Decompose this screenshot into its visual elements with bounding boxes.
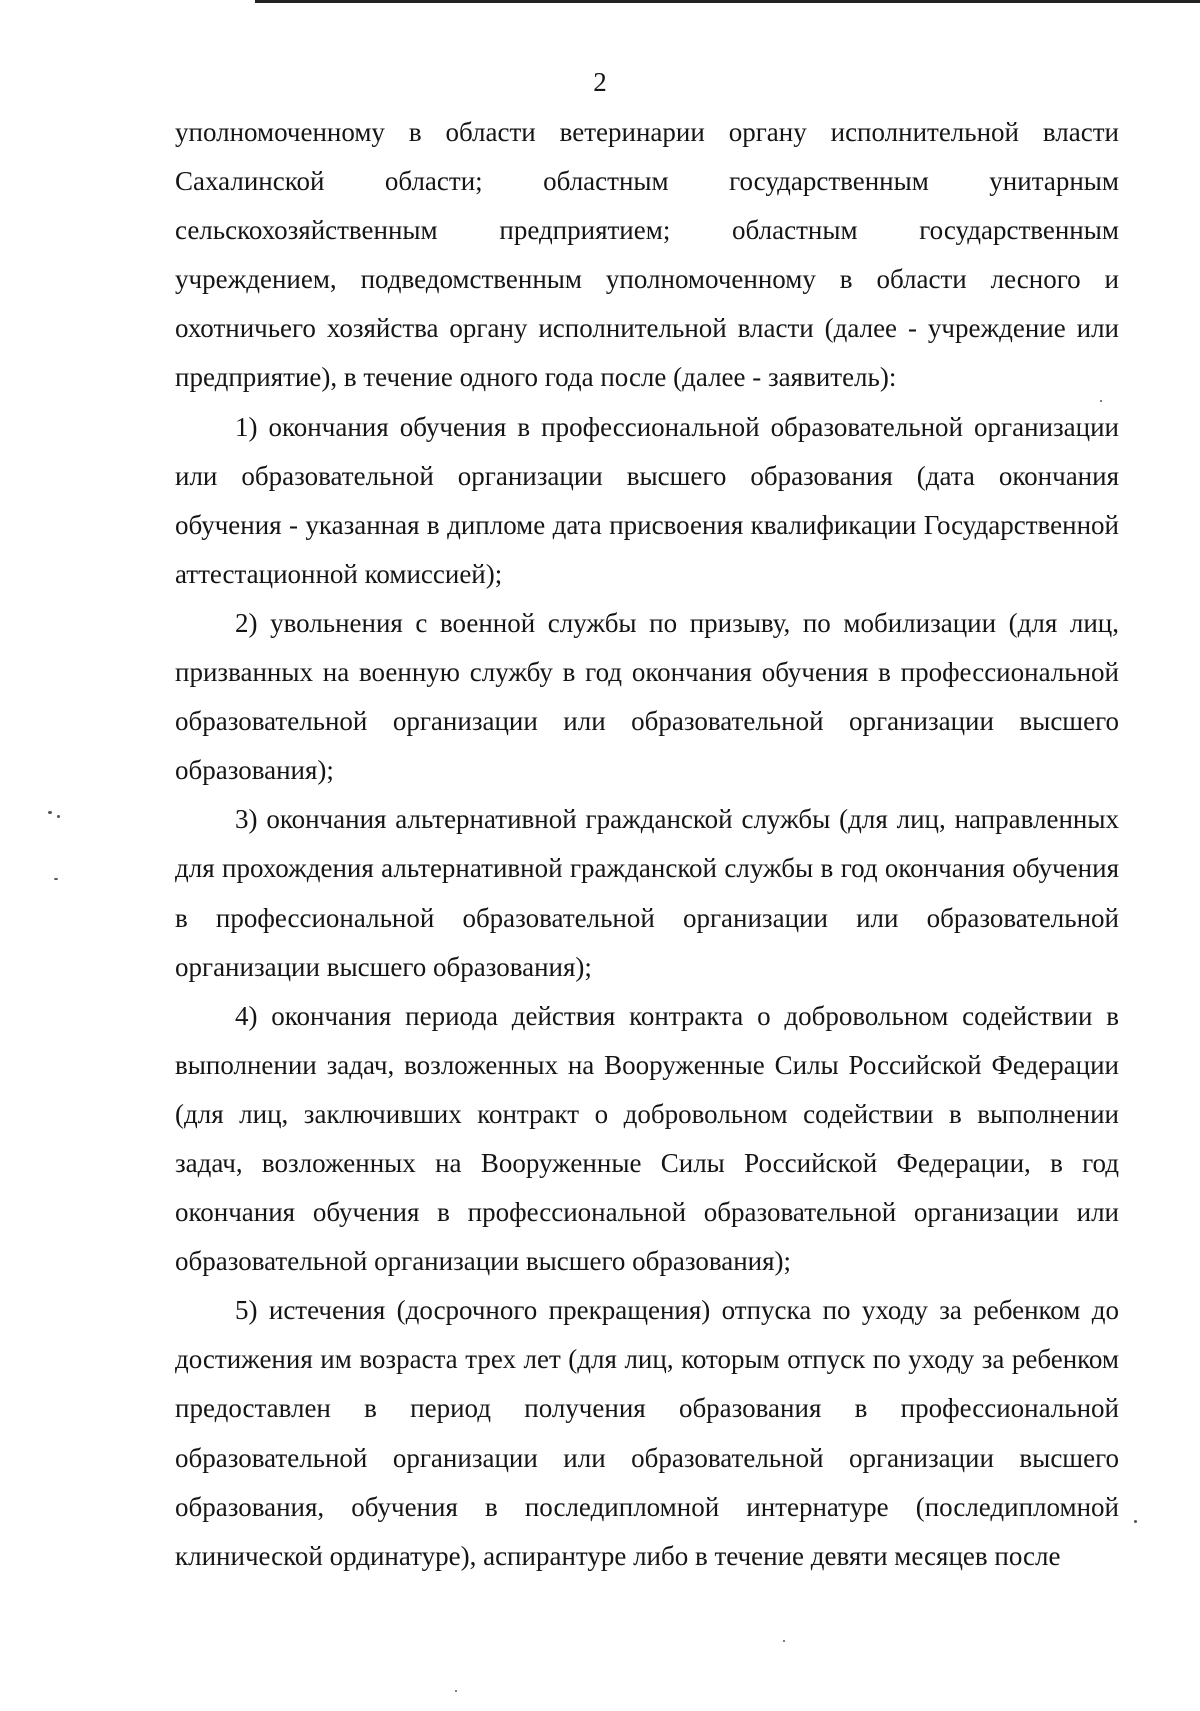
list-item-3: 3) окончания альтернативной гражданской службы (для лиц, направленных для прохождения альтернативной гражданской службы в год окончания обучения в профессиональной образовательной организации или образовательной организации высшего образования); bbox=[175, 804, 1119, 982]
list-item-5: 5) истечения (досрочного прекращения) отпуска по уходу за ребенком до достижения им возраста трех лет (для лиц, которым отпуск по уходу за ребенком предоставлен в период получения образования в профессиональной образовательной организации или образовательной организации высшего образования, обучения в последипломной интернатуре (последипломной клинической ординатуре), аспирантуре либо в течение девяти месяцев после bbox=[175, 1295, 1119, 1571]
list-item-1: 1) окончания обучения в профессиональной образовательной организации или образовательной организации высшего образования (дата окончания обучения - указанная в дипломе дата присвоения квалификации Государственной аттестационной комиссией); bbox=[175, 411, 1119, 589]
list-item-4: 4) окончания периода действия контракта о добровольном содействии в выполнении задач, возложенных на Вооруженные Силы Российской Федерации (для лиц, заключивших контракт о добровольном содействии в выполнении задач, возложенных на Вооруженные Силы Российской Федерации, в год окончания обучения в профессиональной образовательной организации или образовательной организации высшего образования); bbox=[175, 1000, 1119, 1277]
scan-speck bbox=[54, 878, 58, 880]
scan-speck bbox=[1100, 400, 1102, 402]
list-item-2: 2) увольнения с военной службы по призыву, по мобилизации (для лиц, призванных на военную службу в год окончания обучения в профессиональной образовательной организации или образовательной организации высшего образования); bbox=[175, 607, 1119, 786]
scan-speck bbox=[1134, 1520, 1137, 1523]
top-border-line bbox=[255, 0, 1200, 3]
scan-speck bbox=[455, 1690, 457, 1692]
scan-speck bbox=[48, 811, 52, 814]
scan-speck bbox=[783, 1640, 785, 1642]
scan-speck bbox=[57, 815, 60, 818]
document-body bbox=[175, 108, 1119, 1581]
page-number: 2 bbox=[593, 67, 607, 97]
intro-paragraph: уполномоченному в области ветеринарии органу исполнительной власти Сахалинской области; областным государственным унитарным сельскохозяйственным предприятием; областным государственным учреждением, подведомственным уполномоченному в области лесного и охотничьего хозяйства органу исполнительной власти (далее - учреждение или предприятие), в течение одного года после (далее - заявитель): bbox=[175, 117, 1119, 393]
